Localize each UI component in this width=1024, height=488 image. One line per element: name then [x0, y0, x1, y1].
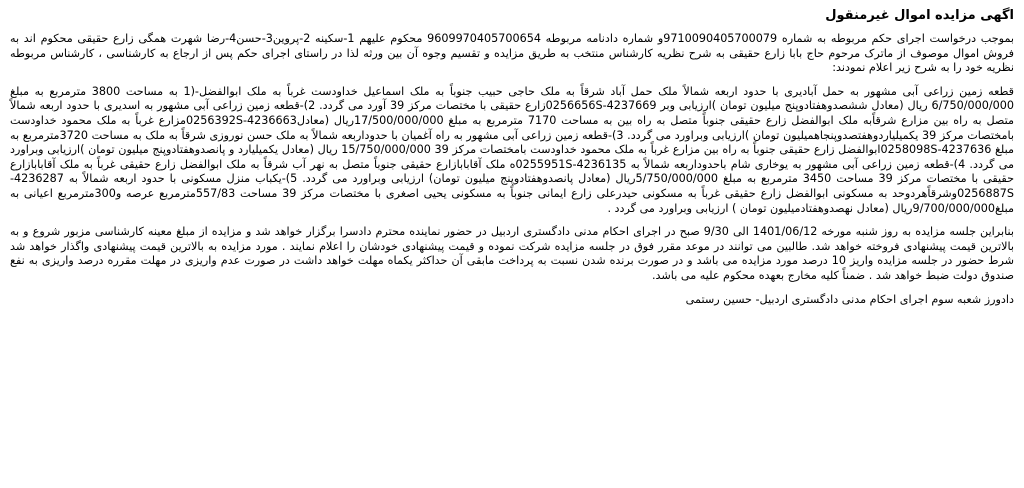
intro-paragraph: بموجب درخواست اجرای حکم مربوطه به شماره 9710090405700079و شماره دادنامه مربوطه 9609970405700654 محکوم علیهم 1-سکینه 2-پروین3-حسن4-رضا شهرت همگی زارع حقیقی محکوم اند به فروش اموال موصوف از ماترک مرحوم حاج بابا زارع حقیقی به شرح نظریه کارشناس منتخب به طریق مزایده و تقسیم وجوه آن بین ورثه لذا در راستای اجرای حکم پس از ارجاع به کارشناسی ، کارشناس مربوطه نظریه خود را به شرح زیر اعلام نمودند: [10, 32, 1015, 75]
properties-paragraph: قطعه زمین زراعی آبی مشهور به حمل آبادیری با حدود اربعه شمالاً ملک حمل آباد شرقاً به ملک حاجی حبیب جنوباً به ملک اسماعیل خداودست غرباً به ملک ابوالفضل-(1 به مساحت 3800 مترمربع به مبلغ 6/750/000/000 ریال (معادل ششصدوهفتادوپنج میلیون تومان )ارزیابی وبر 4237669-0256656Sزارع حقیقی با مختصات مرکز 39 آورد می گردد. 2)-قطعه زمین زراعی آبی مشهور به اسدیری با حدود اربعه شمالاً متصل به راه بین مزارع شرقاًبه ملک ابوالفضل زارع حقیقی جنوباً متصل به راه بین به مساحت 7170 مترمربع به مبلغ 17/500/000/000ریال (معادل4236663-0256392Sمزارع غرباً به ملک محمود خداودست بامختصات مرکز 39 یکمیلیاردوهفتصدوپنجاهمیلیون تومان )ارزیابی وبراورد می گردد. 3)-قطعه زمین زراعی آبی مشهور به راه آغمیان با حدوداربعه شمالاً به ملک حسن نوروزی شرقاً به ملک به مساحت 3720مترمربع به مبلغ 4237636-0258098Sابوالفضل زارع حقیقی جنوباً به راه بین مزارع غرباً به ملک محمود خداودست بامختصات مرکز 39 15/750/000/000 ریال (معادل یکمیلیارد و پانصدوهفتادوپنج میلیون تومان )ارزیابی وبراورد می گردد. 4)-قطعه زمین زراعی آبی مشهور به یوخاری شام باحدوداربعه شمالاً به 4236135-0255951Sه ملک آقابابازارع حقیقی جنوباً متصل به نهر آب شرقاً به ملک ابوالفضل زارع حقیقی غرباً به ملک آقابابازارع حقیقی با مختصات مرکز 39 مساحت 3450 مترمربع به مبلغ 5/750/000/000ریال (معادل پانصدوهفتادوپنج میلیون تومان) ارزیابی وبراورد می گردد. 5)-یکباب منزل مسکونی با حدود اربعه شمالاً به 4236287-0256887Sوشرقاًهردوحد به مسکونی ابوالفضل زارع حقیقی غرباً به مسکونی حیدرعلی زارع ایمانی جنوباً به مسکونی یحیی اصغری با مختصات مرکز 39 مساحت 557/83مترمربع عرصه و300مترمربع اعیانی به مبلغ9/700/000/000ریال (معادل نهصدوهفتادمیلیون تومان ) ارزیابی وبراورد می گردد . [10, 84, 1015, 215]
notice-title: اگهی مزایده اموال غیرمنقول [825, 8, 1014, 23]
signature-line: دادورز شعبه سوم اجرای احکام مدنی دادگستری اردبیل- حسین رستمی [685, 292, 1014, 306]
auction-terms-paragraph: بنابراین جلسه مزایده به روز شنبه مورخه 1401/06/12 الی 9/30 صبح در اجرای احکام مدنی دادگستری اردبیل در حضور نماینده محترم دادسرا برگزار خواهد شد و مزایده از مبلغ معینه کارشناسی مزبور شروع و به بالاترین قیمت پیشنهادی فروخته خواهد شد. طالبین می توانند در موعد مقرر فوق در جلسه مزایده شرکت نموده و قیمت پیشنهادی خودشان را اعلام نمایند . مورد مزایده به بالاترین قیمت پیشنهادی واگذار خواهد شد شرط حضور در جلسه مزایده واریز 10 درصد مورد مزایده می باشد و در صورت برنده شدن نسبت به پرداخت مابقی آن حداکثر یکماه مهلت خواهد داشت در صورت عدم واریزی در مهلت مقرره درصد واریزی به نفع صندوق دولت ضبط خواهد شد . ضمناً کلیه مخارج بعهده محکوم علیه می باشد. [10, 225, 1014, 282]
